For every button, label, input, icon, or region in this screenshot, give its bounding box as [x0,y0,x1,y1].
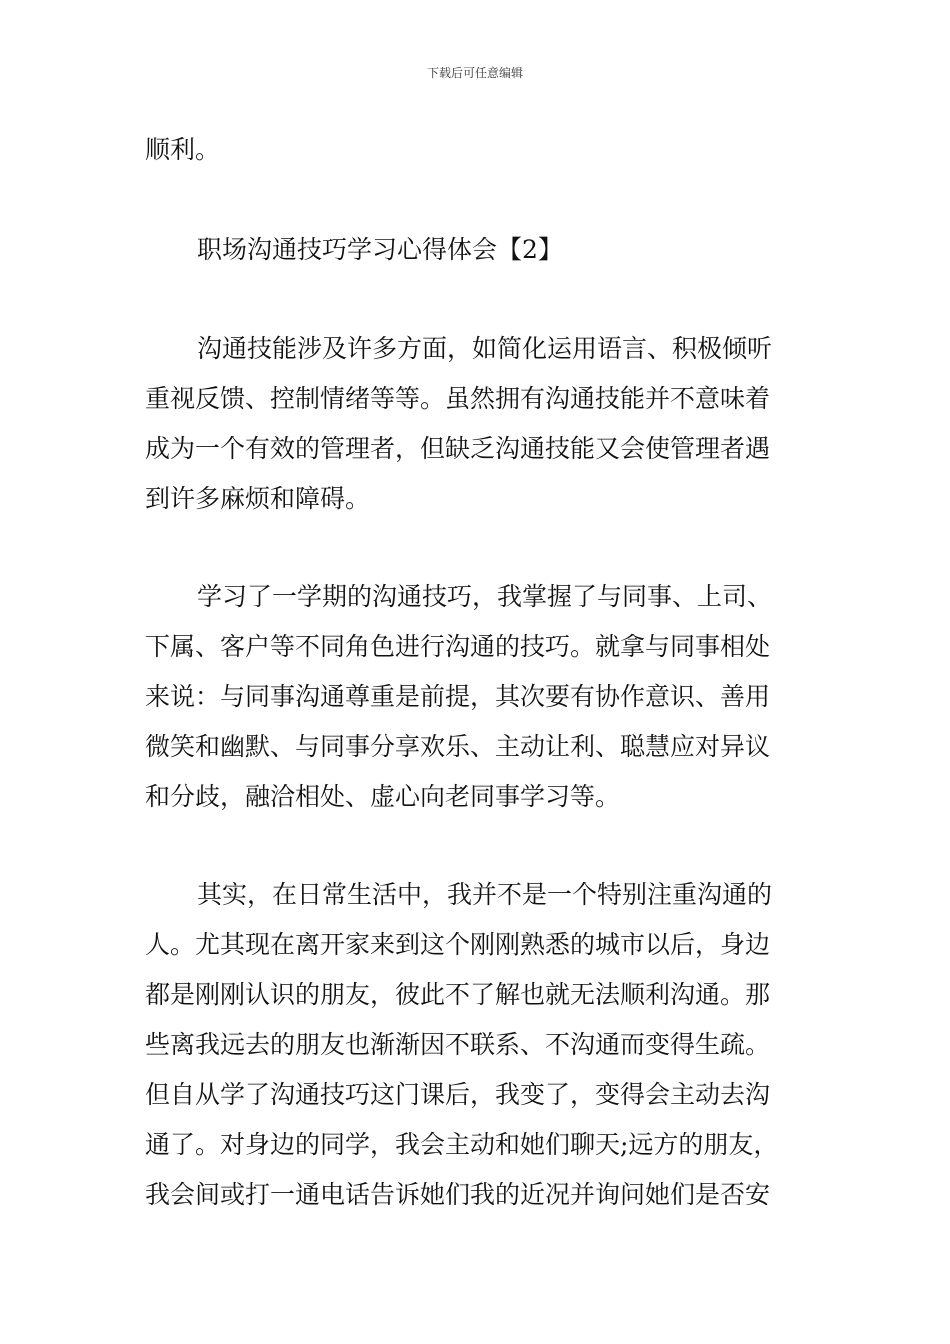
body-line: 些离我远去的朋友也渐渐因不联系、不沟通而变得生疏。 [145,1030,771,1059]
body-line: 我会间或打一通电话告诉她们我的近况并询问她们是否安 [145,1180,771,1209]
paragraph-first-line: 其实，在日常生活中，我并不是一个特别注重沟通的 [197,880,773,909]
body-line: 微笑和幽默、与同事分享欢乐、主动让利、聪慧应对异议 [145,732,771,761]
body-line: 但自从学了沟通技巧这门课后，我变了，变得会主动去沟 [145,1080,771,1109]
body-line: 和分歧，融洽相处、虚心向老同事学习等。 [145,782,621,811]
body-line: 通了。对身边的同学，我会主动和她们聊天;远方的朋友， [145,1130,779,1159]
body-line: 下属、客户等不同角色进行沟通的技巧。就拿与同事相处 [145,632,771,661]
paragraph-first-line: 沟通技能涉及许多方面，如简化运用语言、积极倾听 [197,334,773,363]
body-line: 重视反馈、控制情绪等等。虽然拥有沟通技能并不意味着 [145,384,771,413]
body-line: 成为一个有效的管理者，但缺乏沟通技能又会使管理者遇 [145,434,771,463]
paragraph-first-line: 学习了一学期的沟通技巧，我掌握了与同事、上司、 [197,582,773,611]
body-line: 人。尤其现在离开家来到这个刚刚熟悉的城市以后，身边 [145,930,771,959]
body-line: 到许多麻烦和障碍。 [145,484,371,513]
body-line: 来说：与同事沟通尊重是前提，其次要有协作意识、善用 [145,682,771,711]
body-line: 都是刚刚认识的朋友，彼此不了解也就无法顺利沟通。那 [145,980,771,1009]
section-heading: 职场沟通技巧学习心得体会【2】 [197,235,563,264]
body-line: 顺利。 [145,135,221,164]
page-header: 下载后可任意编辑 [426,66,523,80]
